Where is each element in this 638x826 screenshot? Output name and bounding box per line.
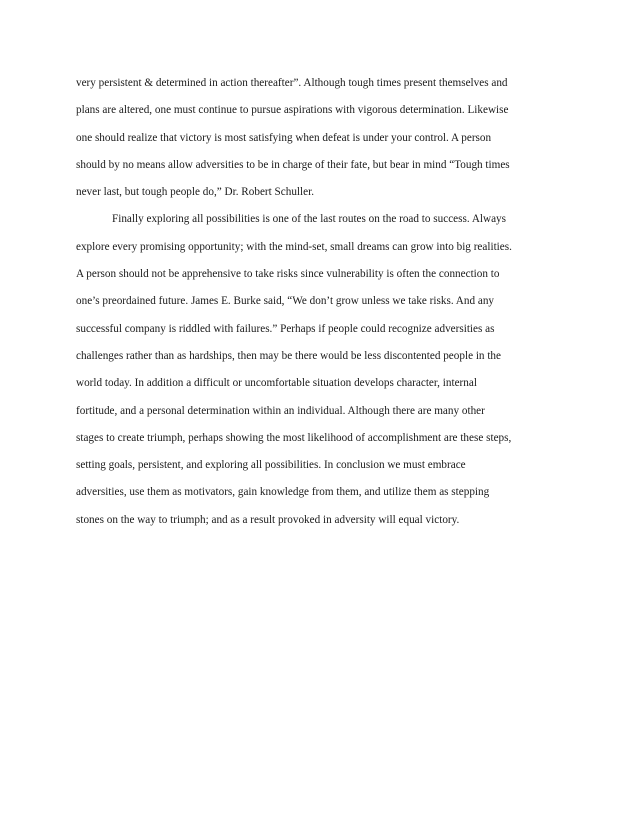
text-line: never last, but tough people do,” Dr. Robert Schuller. — [76, 186, 314, 199]
text-line: A person should not be apprehensive to take risks since vulnerability is often the connection to — [76, 268, 500, 281]
text-line: fortitude, and a personal determination within an individual. Although there are many other — [76, 404, 485, 417]
text-line: world today. In addition a difficult or uncomfortable situation develops character, internal — [76, 377, 477, 390]
text-line: plans are altered, one must continue to pursue aspirations with vigorous determination. Likewise — [76, 104, 509, 117]
text-line: stages to create triumph, perhaps showing the most likelihood of accomplishment are these steps, — [76, 431, 512, 444]
text-line: stones on the way to triumph; and as a result provoked in adversity will equal victory. — [76, 513, 460, 526]
text-line: adversities, use them as motivators, gain knowledge from them, and utilize them as stepping — [76, 486, 490, 499]
paragraph-1 — [76, 70, 572, 206]
text-line: one should realize that victory is most satisfying when defeat is under your control. A person — [76, 131, 492, 144]
text-line: should by no means allow adversities to be in charge of their fate, but bear in mind “Tough times — [76, 158, 510, 171]
body-text — [76, 70, 572, 534]
paragraph-2 — [76, 206, 572, 534]
text-line: explore every promising opportunity; with the mind-set, small dreams can grow into big realities. — [76, 240, 512, 253]
text-line-content: Finally exploring all possibilities is one of the last routes on the road to success. Always — [112, 213, 506, 226]
text-line: successful company is riddled with failures.” Perhaps if people could recognize adversities as — [76, 322, 495, 335]
text-line: setting goals, persistent, and exploring all possibilities. In conclusion we must embrace — [76, 459, 466, 472]
text-line-indented — [76, 206, 572, 233]
text-line: challenges rather than as hardships, then may be there would be less discontented people in the — [76, 349, 501, 362]
text-line: very persistent & determined in action thereafter”. Although tough times present themselves and — [76, 77, 508, 89]
text-line: one’s preordained future. James E. Burke said, “We don’t grow unless we take risks. And any — [76, 295, 495, 308]
